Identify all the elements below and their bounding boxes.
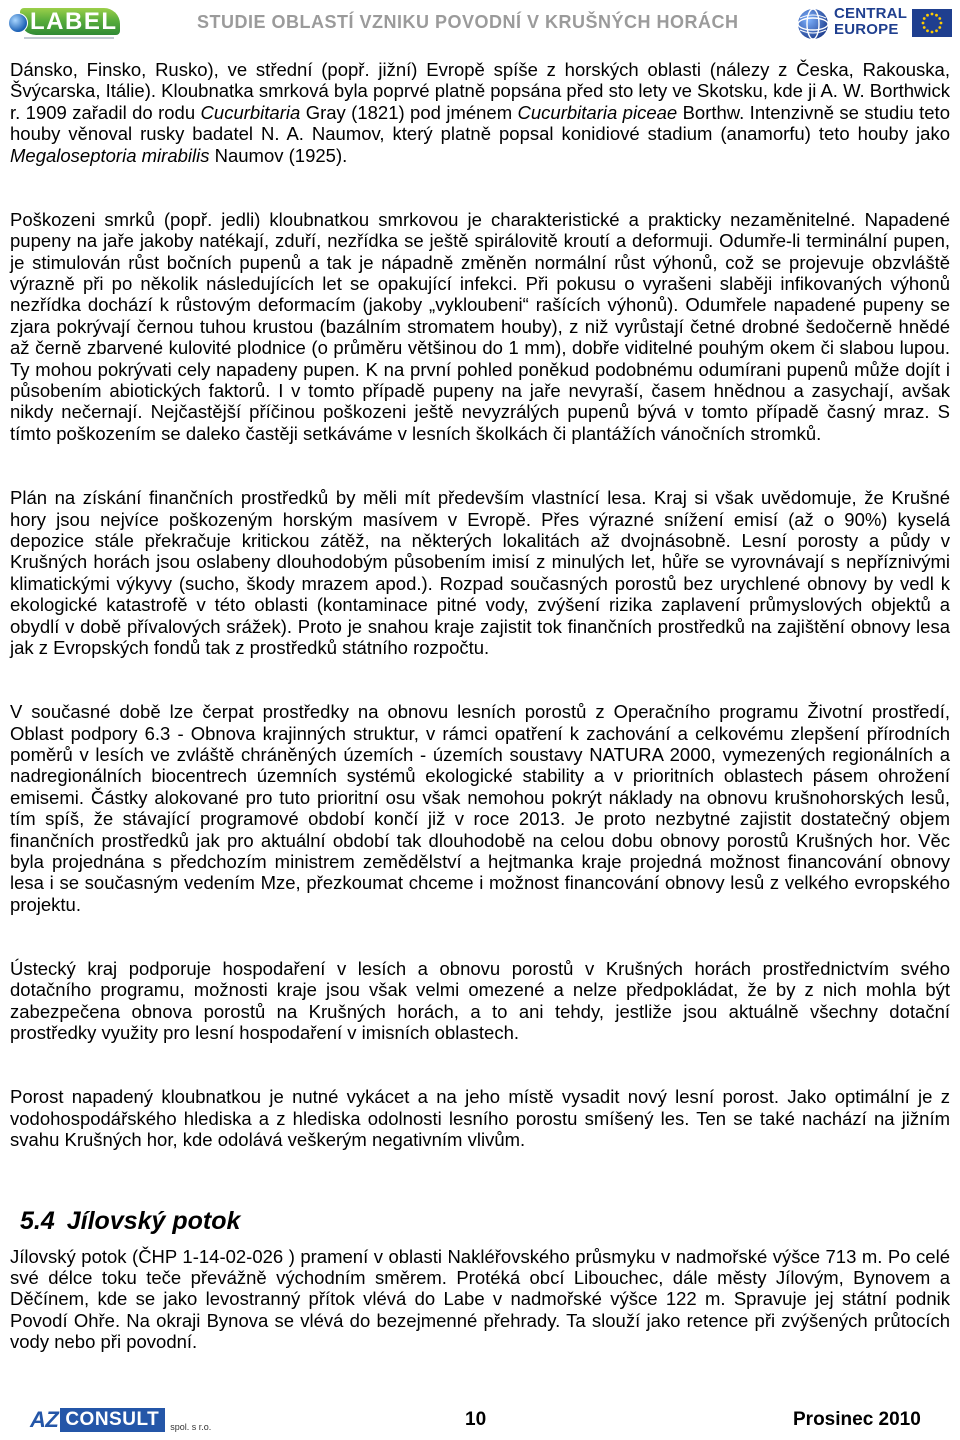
paragraph-1-text: Naumov (1925). (209, 144, 348, 166)
az-consult-logo-az: AZ (30, 1407, 59, 1432)
az-consult-logo (30, 1408, 211, 1432)
central-europe-line-1: CENTRAL (834, 5, 908, 22)
az-consult-logo-suffix: spol. s r.o. (170, 1422, 212, 1432)
paragraph-3: Plán na získání finančních prostředků by měli mít především vlastnící lesa. Kraj si však uvědomuje, že Krušné hory jsou nejvíce poškozeným horským masívem v Evropě. Přes výrazné snížení emisí (až o 90%) kyselá depozice stále překračuje kritickou zátěž, na některých lokalitách až dvojnásobně. Lesní porosty a půdy v Krušných horách jsou oslabeny dlouhodobým působením imisí z minulých let, hůře se vyrovnávají s nepříznivými klimatickými výkyvy (sucho, škody mrazem apod.). Rozpad současných porostů bez urychlené obnovy by vedl k ekologické katastrofě v této oblasti (kontaminace pitné vody, zvýšení rizika zaplavení průmyslových objektů a obydlí v době přívalových srážek). Proto je snahou kraje zajistit tok finančních prostředků na zajištění obnovy lesa jak z Evropských fondů tak z prostředků státního rozpočtu. (10, 487, 950, 658)
footer-date: Prosinec 2010 (793, 1409, 921, 1430)
section-title: Jílovský potok (66, 1206, 241, 1235)
paragraph-5: Ústecký kraj podporuje hospodaření v lesích a obnovu porostů v Krušných horách prostřednictvím svého dotačního programu, možnosti kraje jsou však velmi omezené a nelze předpokládat, že by z nich mohla být zabezpečena obnova porostů na Krušných horách, a to ani tehdy, jestliže jsou aktuálně všechny dotační prostředky využity pro lesní hospodaření v imisních oblastech. (10, 958, 950, 1044)
header-title: STUDIE OBLASTÍ VZNIKU POVODNÍ V KRUŠNÝCH HORÁCH (197, 12, 739, 32)
paragraph-1-text: Borthw. Intenzivně se studiu teto houby věnoval rusky badatel N. A. Naumov, který platně popsal konidiové stadium (anamorfu) teto houby jako (10, 101, 950, 145)
label-logo-text: LABEL (30, 8, 118, 35)
taxon-name: Cucurbitaria piceae (517, 101, 678, 123)
main-text (10, 59, 950, 1353)
paragraph-7: Jílovský potok (ČHP 1-14-02-026 ) pramení v oblasti Nakléřovského průsmyku v nadmořské výšce 713 m. Po celé své délce toku teče převážně východním směrem. Protéká obcí Libouchec, dále městy Jílovým, Bynovem a Děčínem, kde se jako levostranný přítok vlévá do Labe v nadmořské výšce 122 m. Spravuje jej státní podnik Povodí Ohře. Na okraji Bynova se vlévá do bezejmenné přehrady. Ta slouží jako retence při zvýšených průtocích vody nebo při povodní. (10, 1245, 950, 1353)
paragraph-1-text: Gray (1821) pod jménem (300, 101, 518, 123)
section-heading (10, 1207, 950, 1235)
az-consult-logo-consult: CONSULT (60, 1408, 165, 1432)
paragraph-6: Porost napadený kloubnatkou je nutné vykácet a na jeho místě vysadit nový lesní porost. Jako optimální je z vodohospodářského hlediska a z hlediska odolnosti lesního porostu smíšený les. Ten se také nachází na jižním svahu Krušných hor, kde odolává veškerým negativním vlivům. (10, 1086, 950, 1151)
eu-flag-icon (912, 9, 952, 37)
taxon-name: Cucurbitaria (200, 101, 301, 123)
section-number: 5.4 (20, 1206, 55, 1235)
taxon-name: Megaloseptoria mirabilis (10, 144, 210, 166)
paragraph-2: Poškozeni smrků (popř. jedli) kloubnatkou smrkovou je charakteristické a prakticky nezaměnitelné. Napadené pupeny na jaře jakoby natékají, zduří, nezřídka se ještě spirálovitě kroutí a deformuji. Odumře-li terminální pupen, je stimulován růst bočních pupenů a tak je nápadně změněn normální růst výhonů, což se projevuje obzvláště výrazně při po několik následujících let se opakující infekci. Při pokusu o vyrašeni slaběji infikovaných výhonů nezřídka dochází k růstovým deformacím (jakoby „vykloubeni“ rašících výhonů). Odumřele napadené pupeny se zjara pokrývají černou tuhou krustou (bazálním stromatem houby), z niž vyrůstají četné drobné šedočerně hnědé až černě zbarvené kulovité plodnice (o průměru většinou do 1 mm), dobře viditelné pouhým okem či slabou lupou. Ty mohou pokrývati cely napadeny pupen. K na první pohled poněkud podobnému odumírani pupenů může dojít i působením abiotických faktorů. I v tomto případě pupeny na jaře nevyraší, časem hnědnou a zasychají, avšak nikdy nečernají. Nejčastější příčinou poškozeni ještě nevyzrálých pupenů bývá v tomto případě časný mraz. S tímto poškozením se daleko častěji setkáváme v lesních školkách či plantážích vánočních stromků. (10, 208, 950, 444)
central-europe-line-2: EUROPE (834, 21, 899, 38)
label-logo-dot-icon (8, 13, 28, 33)
paragraph-1 (10, 59, 950, 166)
paragraph-1-text: Dánsko, Finsko, Rusko), ve střední (popř. jižní) Evropě spíše z horských oblasti (nálezy z Česka, Rakouska, Švýcarska, Itálie). Kloubnatka smrková byla poprvé platně popsána před sto lety ve Skotsku, kde ji A. W. Borthwick r. 1909 zařadil do rodu (10, 59, 950, 123)
label-logo (6, 5, 120, 41)
paragraph-4: V současné době lze čerpat prostředky na obnovu lesních porostů z Operačního programu Životní prostředí, Oblast podpory 6.3 - Obnova krajinných struktur, v rámci opatření k zachování a celkovému zlepšení přírodních poměrů v lesích ve zvláště chráněných územích - územích soustavy NATURA 2000, vymezených regionálních a nadregionálních biocentrech územních systémů ekologické stability a v prioritních oblastech pásem ohrožení emisemi. Částky alokované pro tuto prioritní osu však nemohou pokrýt náklady na obnovu krušnohorských lesů, tím spíš, že stávající programové období končí již v roce 2013. Je proto nezbytné zajistit dostatečný objem finančních prostředků jak pro aktuální období tak dlouhodobě na celou dobu obnovy porostů Krušných hor. Věc byla projednána s předchozím ministrem zemědělství a hejtmanka kraje projedná možnost financování obnovy lesa i se současným vedením Mze, přezkoumat chceme i možnost financování obnovy lesů z velkého evropského projektu. (10, 701, 950, 915)
label-logo-tagline (24, 37, 114, 39)
globe-icon (797, 8, 829, 40)
central-europe-logo-text (834, 6, 907, 38)
page-number: 10 (465, 1409, 487, 1430)
